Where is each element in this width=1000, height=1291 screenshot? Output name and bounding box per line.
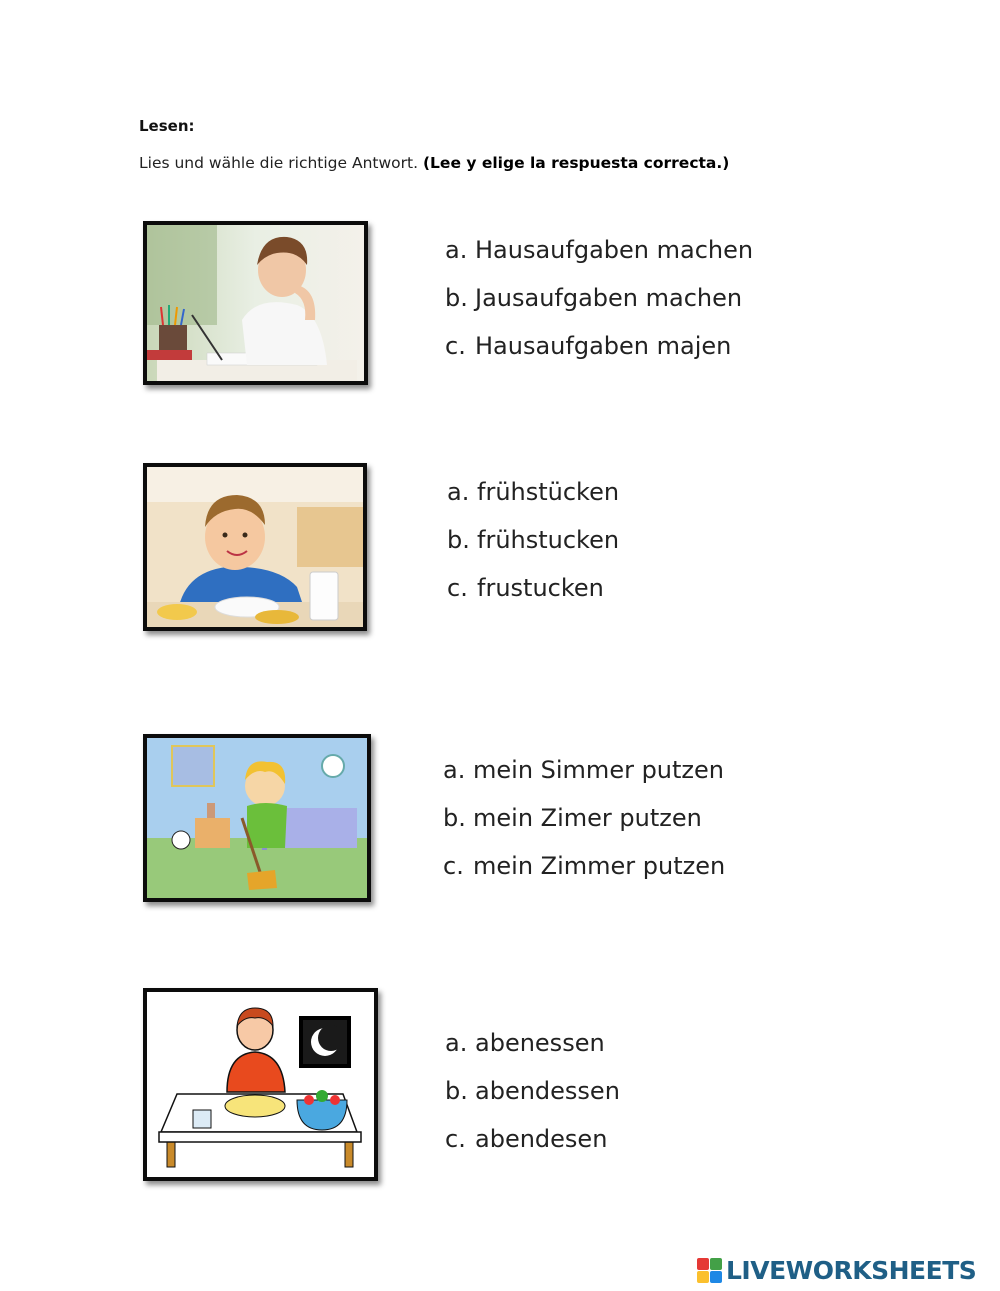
homework-image <box>143 221 368 385</box>
option-c[interactable]: c. mein Zimmer putzen <box>443 852 726 880</box>
section-heading: Lesen: <box>139 117 195 135</box>
option-a[interactable]: a. mein Simmer putzen <box>443 756 725 784</box>
question-2-options <box>447 476 619 620</box>
logo-square-2 <box>710 1258 722 1270</box>
option-b[interactable]: b. abendessen <box>445 1077 620 1105</box>
question-1-options <box>445 234 753 378</box>
option-c[interactable]: c. Hausaufgaben majen <box>445 332 732 360</box>
logo-icon <box>697 1258 722 1283</box>
breakfast-image <box>143 463 367 631</box>
dinner-image <box>143 988 378 1181</box>
option-a[interactable]: a. frühstücken <box>447 478 620 506</box>
instruction-text <box>139 154 729 172</box>
logo-square-3 <box>697 1271 709 1283</box>
logo-text: LIVEWORKSHEETS <box>726 1255 977 1285</box>
liveworksheets-logo[interactable] <box>697 1256 976 1284</box>
logo-square-1 <box>697 1258 709 1270</box>
option-b[interactable]: b. mein Zimer putzen <box>443 804 702 832</box>
cleaning-room-image <box>143 734 371 902</box>
option-c[interactable]: c. frustucken <box>447 574 604 602</box>
instruction-german: Lies und wähle die richtige Antwort. <box>139 154 419 172</box>
option-a[interactable]: a. abenessen <box>445 1029 605 1057</box>
option-b[interactable]: b. Jausaufgaben machen <box>445 284 743 312</box>
question-3-options <box>443 754 725 898</box>
option-b[interactable]: b. frühstucken <box>447 526 620 554</box>
option-a[interactable]: a. Hausaufgaben machen <box>445 236 754 264</box>
instruction-spanish: (Lee y elige la respuesta correcta.) <box>422 154 730 172</box>
logo-square-4 <box>710 1271 722 1283</box>
option-c[interactable]: c. abendesen <box>445 1125 608 1153</box>
question-4-options <box>445 1027 620 1171</box>
